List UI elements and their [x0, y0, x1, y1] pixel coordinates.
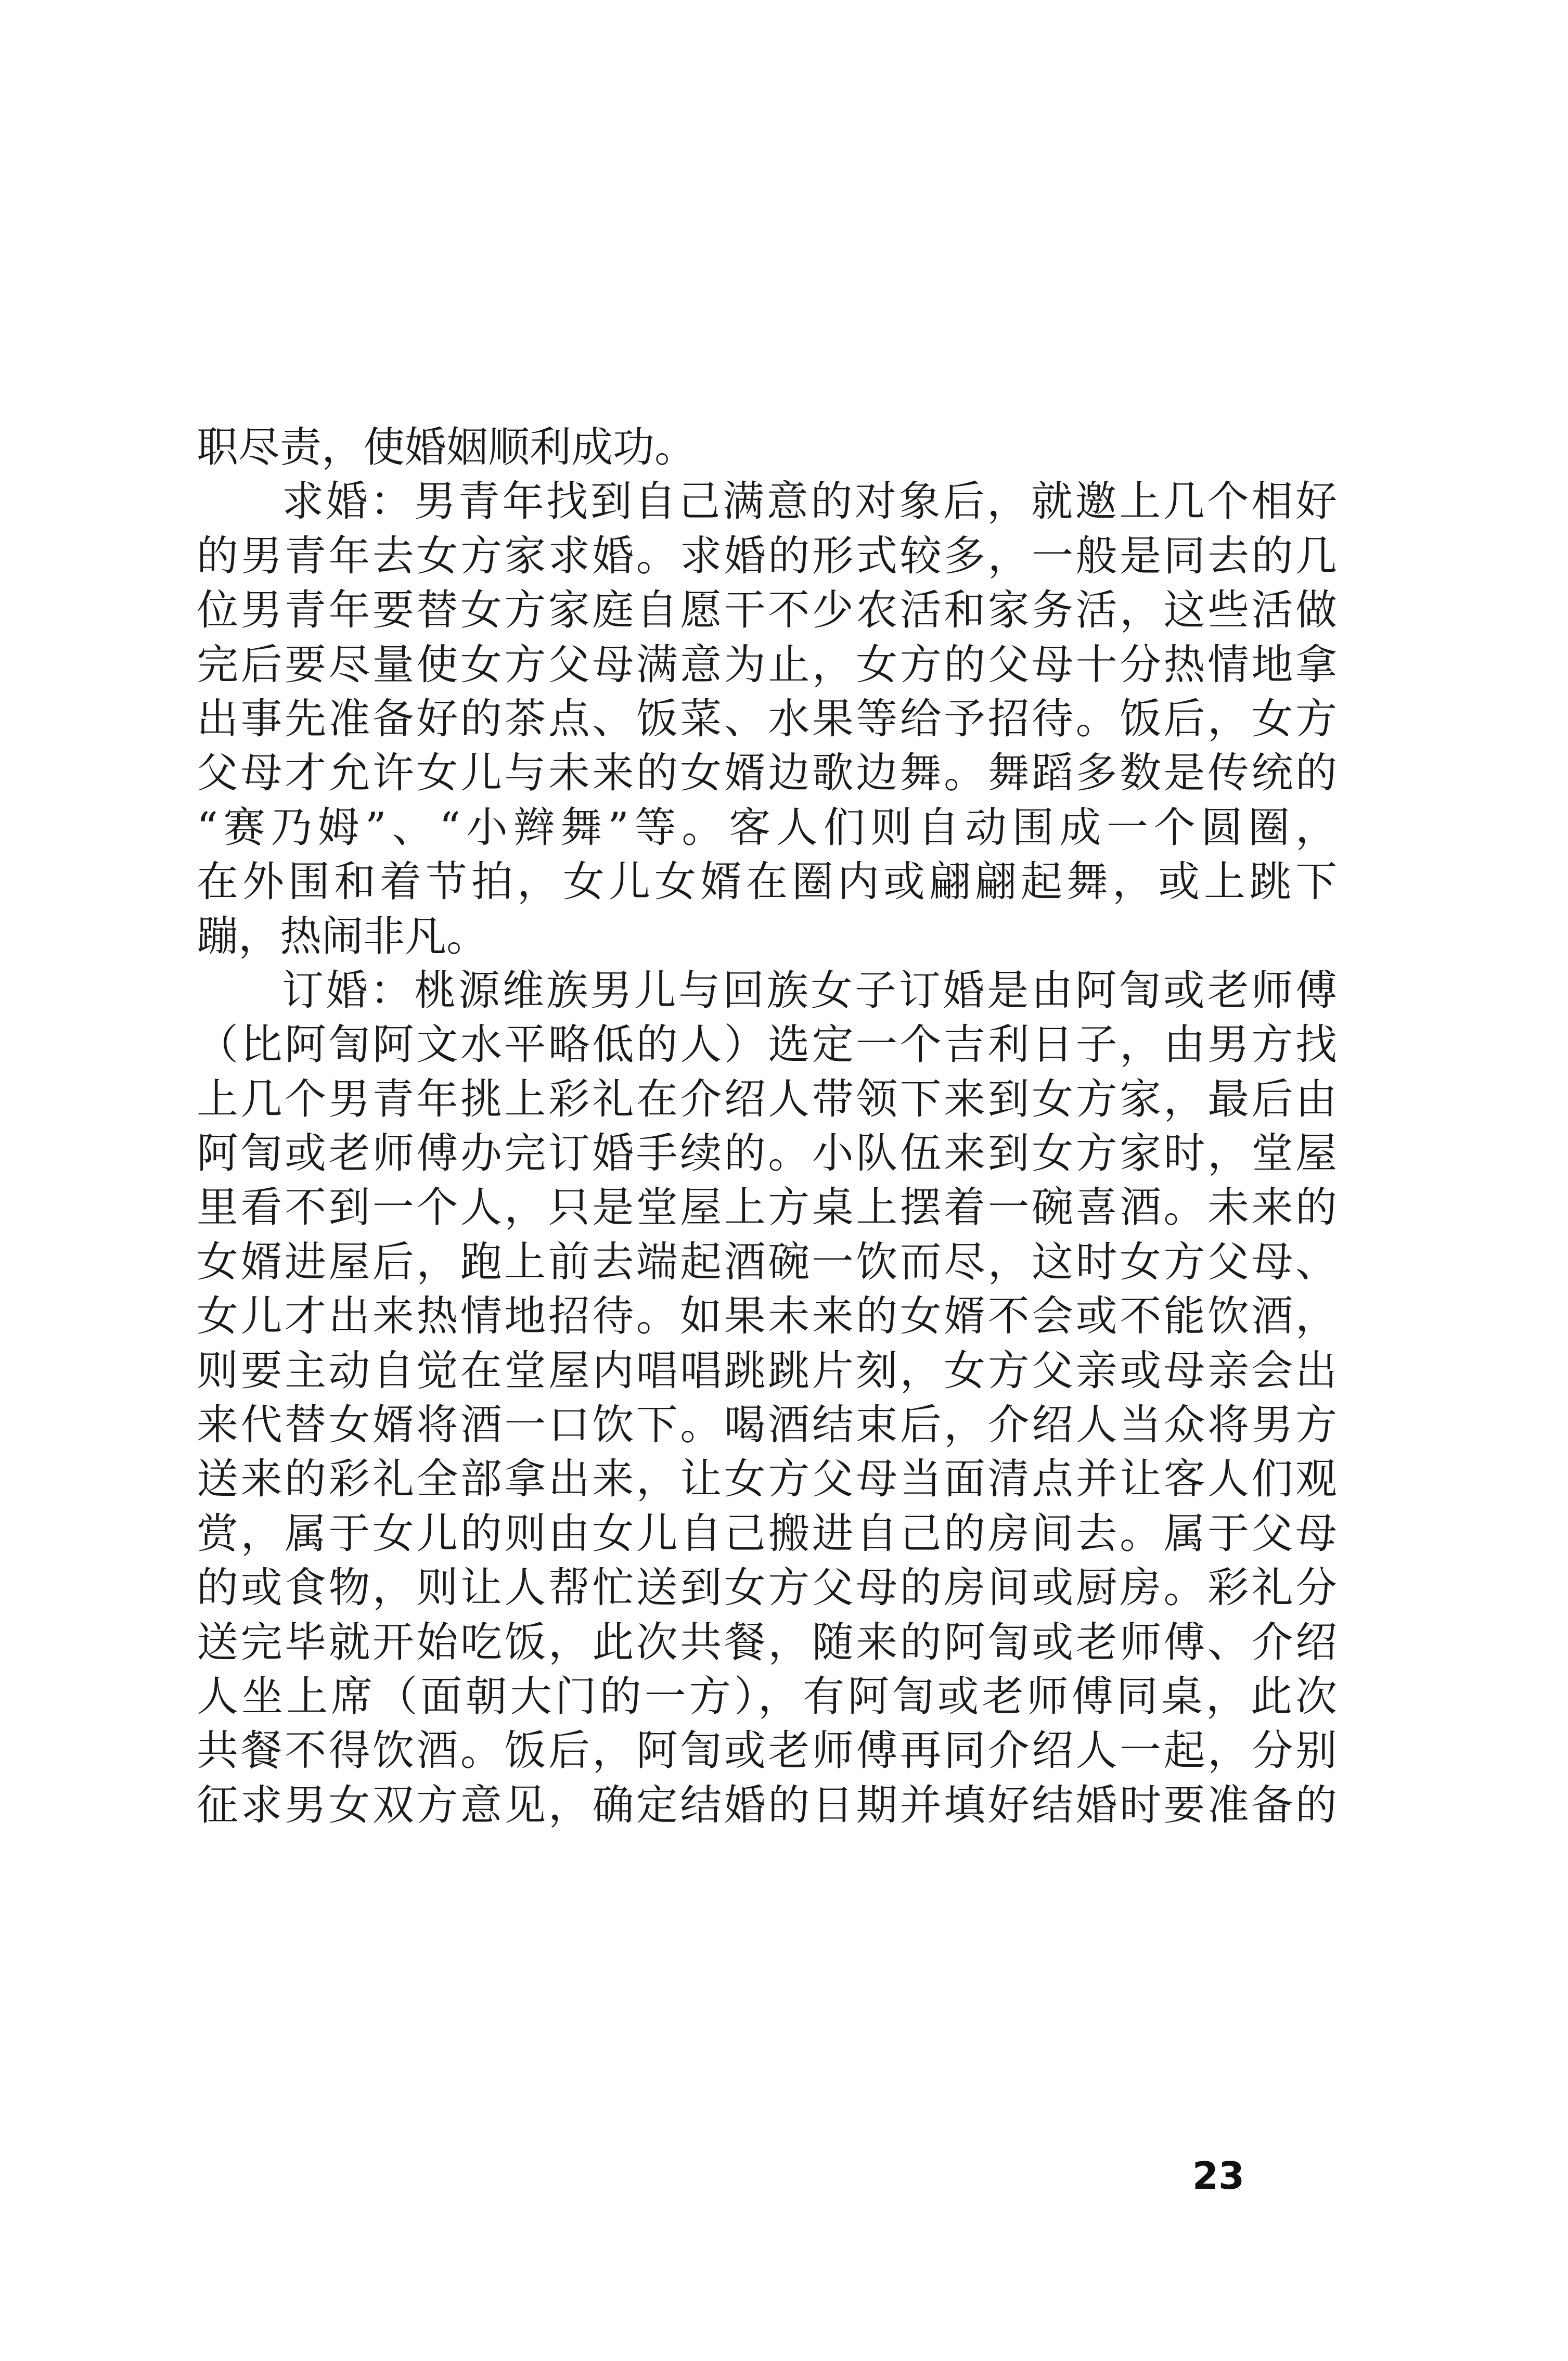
text-line: 里看不到一个人，只是堂屋上方桌上摆着一碗喜酒。未来的: [197, 1183, 1337, 1232]
text-line: 出事先准备好的茶点、饭菜、水果等给予招待。饭后，女方: [197, 694, 1337, 743]
text-line: 在外围和着节拍，女儿女婿在圈内或翩翩起舞，或上跳下: [197, 857, 1337, 906]
text-line: “赛乃姆”、“小辫舞”等。客人们则自动围成一个圆圈，: [197, 803, 1337, 852]
text-line: （比阿訇阿文水平略低的人）选定一个吉利日子，由男方找: [197, 1020, 1337, 1069]
text-line: 送来的彩礼全部拿出来，让女方父母当面清点并让客人们观: [197, 1455, 1337, 1504]
text-line: 的或食物，则让人帮忙送到女方父母的房间或厨房。彩礼分: [197, 1563, 1337, 1612]
text-line: 女儿才出来热情地招待。如果未来的女婿不会或不能饮酒，: [197, 1292, 1337, 1341]
text-line: 送完毕就开始吃饭，此次共餐，随来的阿訇或老师傅、介绍: [197, 1618, 1337, 1666]
text-line: 的男青年去女方家求婚。求婚的形式较多，一般是同去的几: [197, 531, 1337, 580]
text-line: 女婿进屋后，跑上前去端起酒碗一饮而尽，这时女方父母、: [197, 1237, 1337, 1286]
page-number: 23: [1192, 2154, 1245, 2198]
text-line: 人坐上席（面朝大门的一方），有阿訇或老师傅同桌，此次: [197, 1672, 1337, 1721]
text-line: 则要主动自觉在堂屋内唱唱跳跳片刻，女方父亲或母亲会出: [197, 1346, 1337, 1395]
body-text: [197, 420, 1337, 1832]
text-line: 征求男女双方意见，确定结婚的日期并填好结婚时要准备的: [197, 1780, 1337, 1829]
text-line: 上几个男青年挑上彩礼在介绍人带领下来到女方家，最后由: [197, 1074, 1337, 1123]
text-line: 蹦，热闹非凡。: [197, 912, 488, 960]
text-line: 完后要尽量使女方父母满意为止，女方的父母十分热情地拿: [197, 640, 1337, 689]
text-line: 订婚：桃源维族男儿与回族女子订婚是由阿訇或老师傅: [282, 966, 1337, 1015]
text-line: 求婚：男青年找到自己满意的对象后，就邀上几个相好: [282, 477, 1337, 526]
text-line: 位男青年要替女方家庭自愿干不少农活和家务活，这些活做: [197, 586, 1337, 635]
text-line: 阿訇或老师傅办完订婚手续的。小队伍来到女方家时，堂屋: [197, 1129, 1337, 1178]
text-line: 父母才允许女儿与未来的女婿边歌边舞。舞蹈多数是传统的: [197, 749, 1337, 798]
text-line: 赏，属于女儿的则由女儿自己搬进自己的房间去。属于父母: [197, 1509, 1337, 1558]
text-line: 职尽责，使婚姻顺利成功。: [197, 423, 696, 471]
text-line: 来代替女婿将酒一口饮下。喝酒结束后，介绍人当众将男方: [197, 1401, 1337, 1449]
text-line: 共餐不得饮酒。饭后，阿訇或老师傅再同介绍人一起，分别: [197, 1726, 1337, 1775]
